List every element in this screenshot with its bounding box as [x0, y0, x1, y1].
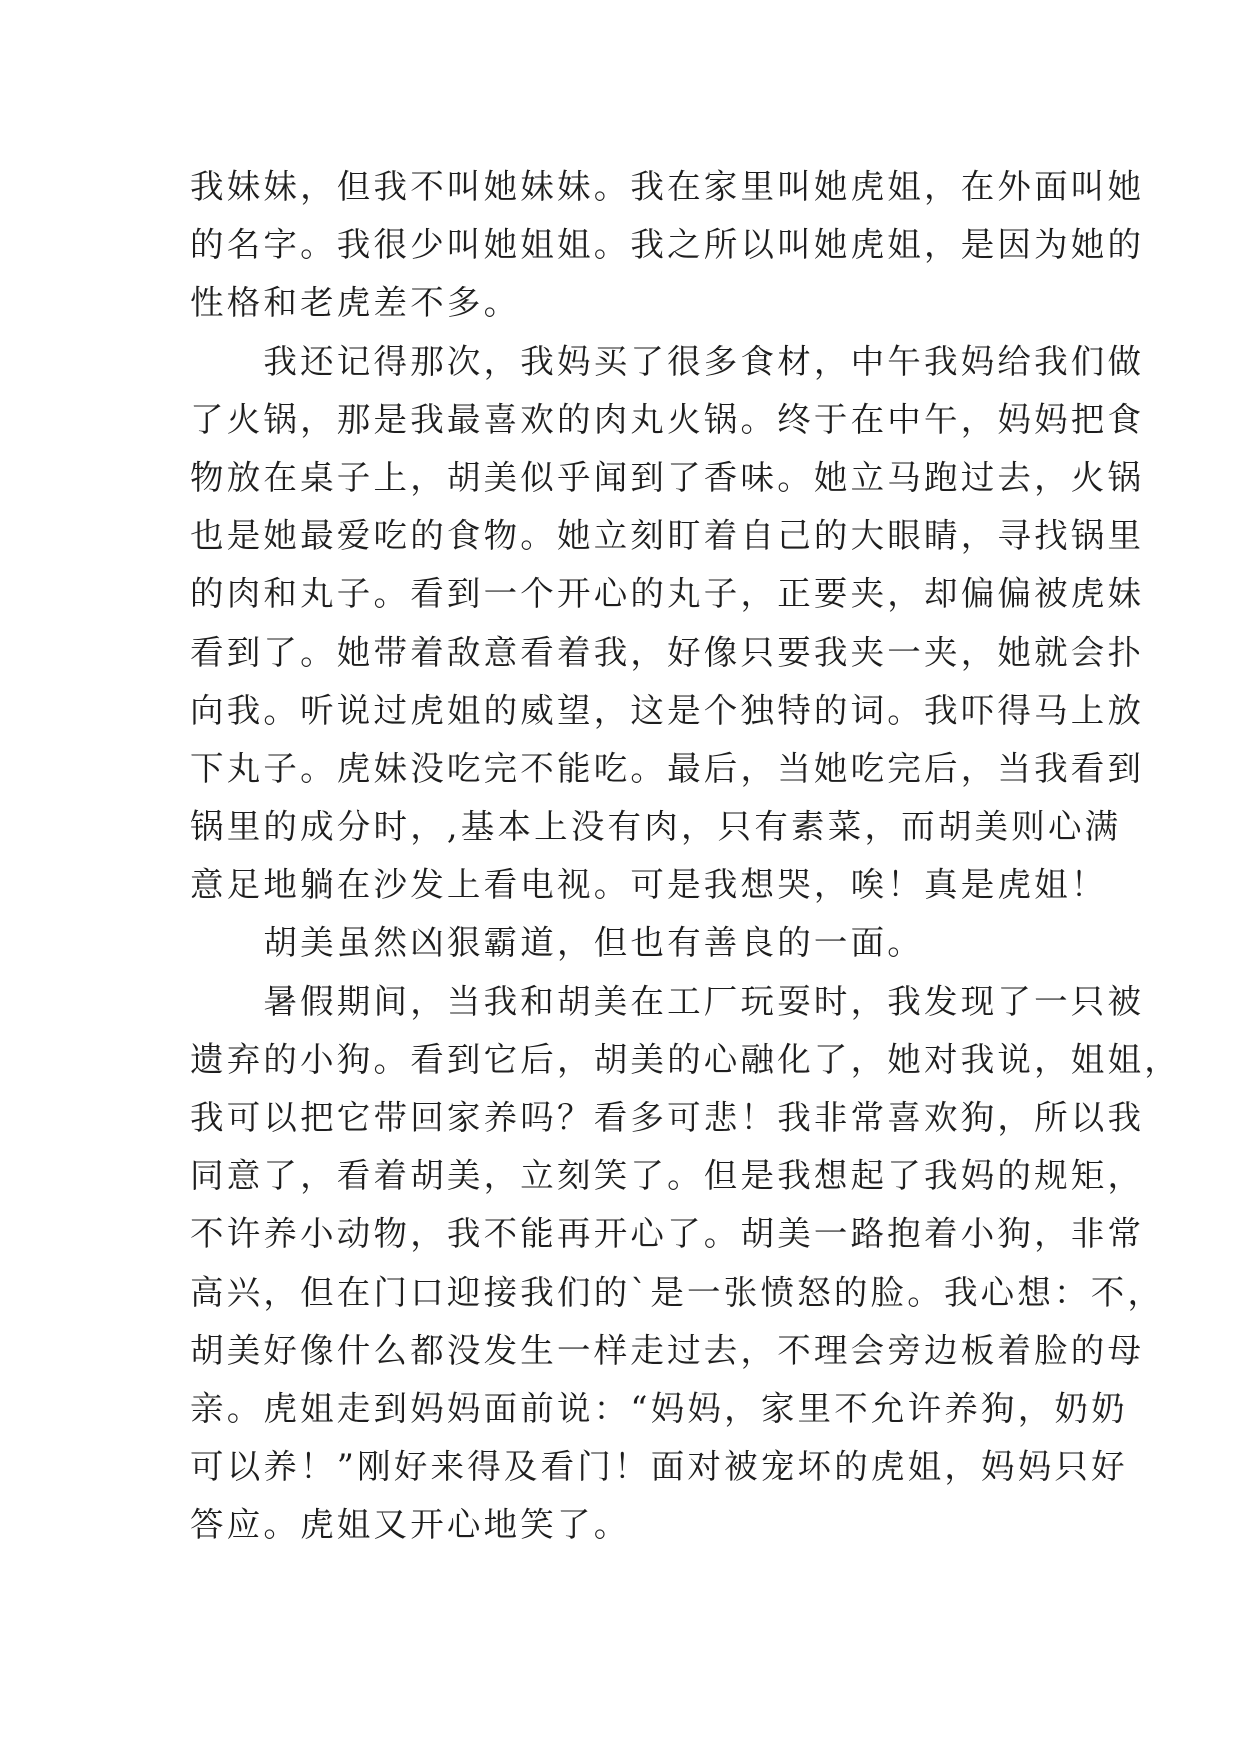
text-line: 了火锅，那是我最喜欢的肉丸火锅。终于在中午，妈妈把食 [190, 399, 1145, 439]
text-line: 性格和老虎差不多。 [190, 283, 521, 323]
text-line: 高兴，但在门口迎接我们的`是一张愤怒的脸。我心想：不， [190, 1272, 1165, 1312]
text-line: 暑假期间，当我和胡美在工厂玩耍时，我发现了一只被 [190, 981, 1145, 1021]
essay-body [190, 158, 1181, 1555]
text-line: 我还记得那次，我妈买了很多食材，中午我妈给我们做 [190, 341, 1145, 381]
text-line: 胡美好像什么都没发生一样走过去，不理会旁边板着脸的母 [190, 1330, 1145, 1370]
text-line: 同意了，看着胡美，立刻笑了。但是我想起了我妈的规矩， [190, 1156, 1145, 1196]
text-line: 不许养小动物，我不能再开心了。胡美一路抱着小狗，非常 [190, 1214, 1145, 1254]
text-line: 可以养！”刚好来得及看门！面对被宠坏的虎姐，妈妈只好 [190, 1447, 1128, 1487]
text-line: 意足地躺在沙发上看电视。可是我想哭，唉！真是虎姐！ [190, 865, 1108, 905]
text-line: 锅里的成分时，,基本上没有肉，只有素菜，而胡美则心满 [190, 807, 1122, 847]
text-line: 看到了。她带着敌意看着我，好像只要我夹一夹，她就会扑 [190, 632, 1145, 672]
text-line: 的名字。我很少叫她姐姐。我之所以叫她虎姐，是因为她的 [190, 225, 1145, 265]
text-line: 也是她最爱吃的食物。她立刻盯着自己的大眼睛，寻找锅里 [190, 516, 1145, 556]
text-line: 下丸子。虎妹没吃完不能吃。最后，当她吃完后，当我看到 [190, 748, 1145, 788]
text-line: 遗弃的小狗。看到它后，胡美的心融化了，她对我说，姐姐， [190, 1039, 1181, 1079]
text-line: 物放在桌子上，胡美似乎闻到了香味。她立马跑过去，火锅 [190, 457, 1145, 497]
text-line: 我可以把它带回家养吗？看多可悲！我非常喜欢狗，所以我 [190, 1098, 1145, 1137]
text-line: 胡美虽然凶狠霸道，但也有善良的一面。 [190, 923, 924, 963]
text-line: 答应。虎姐又开心地笑了。 [190, 1505, 631, 1545]
text-line: 我妹妹，但我不叫她妹妹。我在家里叫她虎姐，在外面叫她 [190, 167, 1145, 206]
text-line: 向我。听说过虎姐的威望，这是个独特的词。我吓得马上放 [190, 690, 1145, 730]
text-line: 的肉和丸子。看到一个开心的丸子，正要夹，却偏偏被虎妹 [190, 574, 1145, 614]
text-line: 亲。虎姐走到妈妈面前说：“妈妈，家里不允许养狗，奶奶 [190, 1388, 1128, 1428]
